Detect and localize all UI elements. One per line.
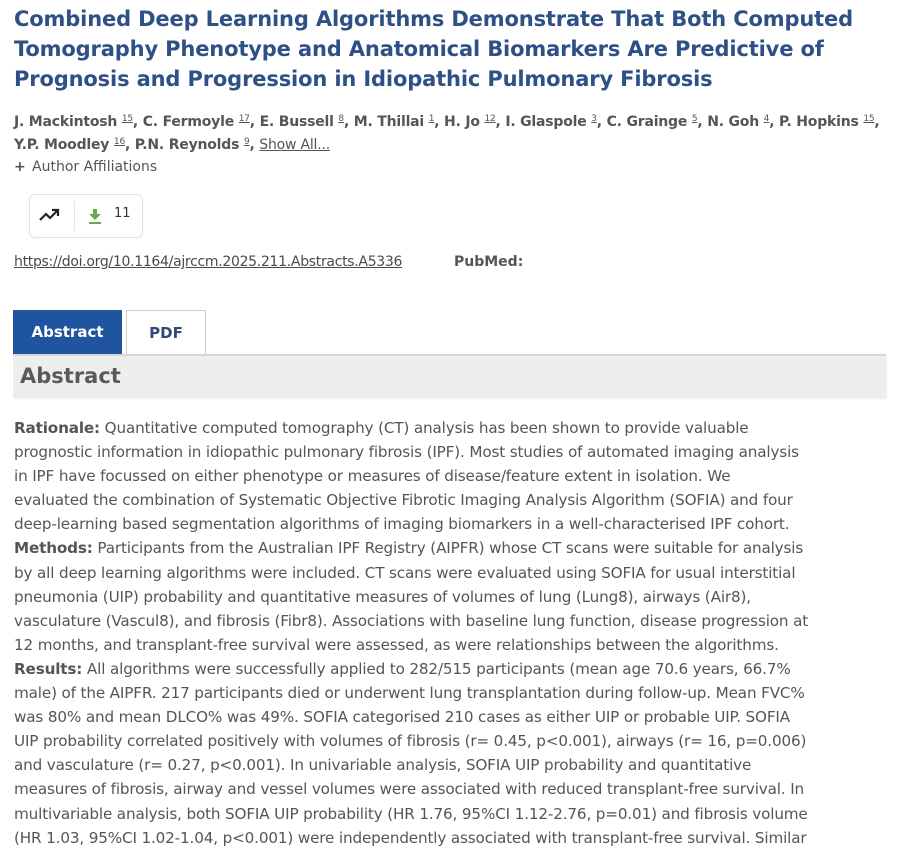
abstract-line: prognostic information in idiopathic pulmonary fibrosis (IPF). Most studies of automated imaging analysis: [14, 443, 799, 462]
abstract-line: Results: All algorithms were successfully applied to 282/515 participants (mean age 70.6 years, 66.7%: [14, 659, 791, 678]
abstract-line: pneumonia (UIP) probability and quantitative measures of volumes of lung (Lung8), airways (Air8),: [14, 587, 751, 606]
author[interactable]: I. Glaspole $^3$: [505, 114, 597, 130]
affiliation-ref[interactable]: 17: [238, 114, 250, 124]
abstract-line: Rationale: Quantitative computed tomography (CT) analysis has been shown to provide valuable: [14, 419, 749, 437]
author[interactable]: E. Bussell $^8$: [259, 114, 344, 130]
divider: [74, 201, 75, 231]
tab-pdf[interactable]: PDF: [126, 310, 206, 354]
show-all-authors-link[interactable]: Show All...: [259, 137, 330, 153]
download-count: 11: [114, 206, 131, 221]
affiliation-ref[interactable]: 3: [591, 114, 597, 124]
author[interactable]: H. Jo $^{12}$: [444, 114, 496, 130]
abstract-line: vasculature (Vascul8), and fibrosis (Fibr8). Associations with baseline lung function, disease progression at: [14, 611, 809, 630]
article-title: [14, 4, 874, 94]
author[interactable]: M. Thillai $^1$: [353, 114, 435, 130]
affiliation-ref[interactable]: 4: [763, 114, 770, 124]
author[interactable]: C. Fermoyle $^{17}$: [142, 114, 250, 130]
tab-abstract[interactable]: Abstract: [13, 310, 122, 354]
abstract-line: evaluated the combination of Systematic Objective Fibrotic Imaging Analysis Algorithm (SOFIA) and four: [14, 491, 793, 510]
affiliation-ref[interactable]: 16: [113, 137, 125, 147]
title-line: Combined Deep Learning Algorithms Demonstrate That Both Computed: [14, 7, 854, 31]
abstract-line: Methods: Participants from the Australian IPF Registry (AIPFR) whose CT scans were suitable for analysis: [14, 539, 804, 558]
abstract-line: multivariable analysis, both SOFIA UIP probability (HR 1.76, 95%CI 1.12-2.76, p=0.01) and fibrosis volume: [14, 804, 808, 823]
trending-up-icon[interactable]: [38, 205, 62, 227]
abstract-line: deep-learning based segmentation algorithms of imaging biomarkers in a well-characterised IPF cohort.: [14, 515, 790, 534]
affiliation-ref[interactable]: 8: [338, 114, 344, 124]
affiliation-ref[interactable]: 15: [863, 114, 875, 124]
title-line: Prognosis and Progression in Idiopathic Pulmonary Fibrosis: [14, 67, 713, 91]
pubmed-label: PubMed:: [454, 254, 524, 270]
plus-icon: +: [14, 159, 26, 175]
affiliation-ref[interactable]: 5: [691, 114, 698, 124]
affiliation-ref[interactable]: 9: [243, 137, 250, 147]
affiliation-ref[interactable]: 1: [428, 114, 435, 124]
author[interactable]: P. Hopkins $^{15}$: [779, 114, 875, 130]
download-icon: [88, 207, 102, 225]
author-list: J. Mackintosh $^{15}$, C. Fermoyle $^{17}$, E. Bussell $^8$, M. Thillai $^1$, H. Jo $^{12}$, I. Glaspole $^3$, C. Grainge $^5$, N. Goh $^4$, P. Hopkins $^{15}$, Y.P. Moodley $^{16}$, P.N. Reynolds $^9$, Show All...: [14, 114, 880, 153]
affiliations-label: Author Affiliations: [32, 159, 158, 175]
title-line: Tomography Phenotype and Anatomical Biomarkers Are Predictive of: [14, 37, 824, 61]
abstract-body: [14, 416, 894, 850]
abstract-line: 12 months, and transplant-free survival were assessed, as were relationships between the algorithms.: [14, 635, 779, 654]
abstract-line: in IPF have focussed on either phenotype or measures of disease/feature extent in isolation. We: [14, 467, 731, 486]
author[interactable]: C. Grainge $^5$: [606, 114, 698, 130]
author[interactable]: P.N. Reynolds $^9$: [134, 137, 250, 153]
author[interactable]: J. Mackintosh $^{15}$: [14, 114, 133, 130]
affiliation-ref[interactable]: 15: [121, 114, 133, 124]
abstract-line: male) of the AIPFR. 217 participants died or underwent lung transplantation during follow-up. Mean FVC%: [14, 684, 805, 703]
abstract-line: measures of fibrosis, airway and vessel volumes were associated with reduced transplant-free survival. In: [14, 780, 805, 799]
affiliation-ref[interactable]: 12: [484, 114, 496, 124]
author[interactable]: Y.P. Moodley $^{16}$: [14, 137, 125, 153]
abstract-line: was 80% and mean DLCO% was 49%. SOFIA categorised 210 cases as either UIP or probable UIP. SOFIA: [14, 708, 790, 727]
doi-link[interactable]: https://doi.org/10.1164/ajrccm.2025.211.Abstracts.A5336: [14, 254, 403, 270]
section-header: [13, 354, 886, 398]
abstract-line: by all deep learning algorithms were included. CT scans were evaluated using SOFIA for usual interstitial: [14, 563, 796, 582]
author-affiliations-toggle[interactable]: [14, 157, 157, 177]
metrics-box: [29, 194, 143, 238]
abstract-line: and vasculature (r= 0.27, p<0.001). In univariable analysis, SOFIA UIP probability and quantitative: [14, 756, 752, 775]
abstract-line: UIP probability correlated positively with volumes of fibrosis (r= 0.45, p<0.001), airways (r= 16, p=0.006): [14, 732, 807, 751]
abstract-line: (HR 1.03, 95%CI 1.02-1.04, p<0.001) were independently associated with transplant-free survival. Similar: [14, 828, 807, 847]
section-heading: Abstract: [20, 364, 121, 388]
author[interactable]: N. Goh $^4$: [707, 114, 770, 130]
